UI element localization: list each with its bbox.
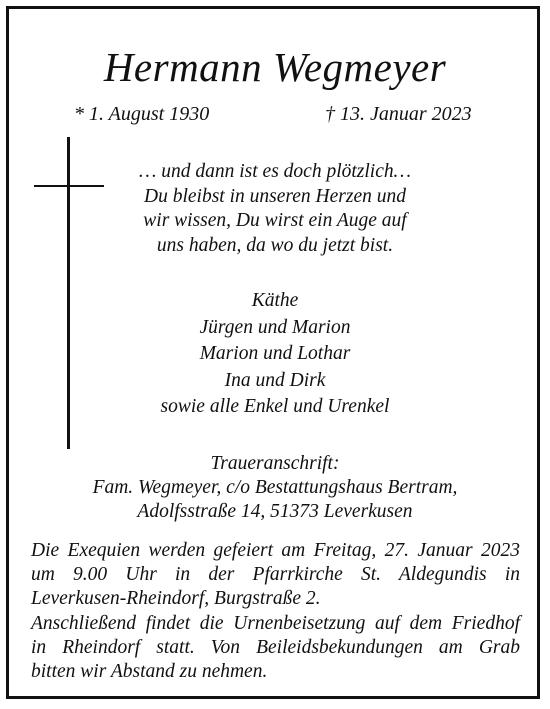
address-line: Adolfsstraße 14, 51373 Leverkusen bbox=[137, 501, 413, 522]
family-member: Jürgen und Marion bbox=[199, 316, 351, 338]
service-line: bitten wir Abstand zu nehmen. bbox=[31, 661, 268, 683]
service-line: in Rheindorf statt. Von Beileidsbekundungen am Grab bbox=[31, 636, 520, 658]
death-date: † 13. Januar 2023 bbox=[325, 103, 472, 125]
mourning-address bbox=[0, 452, 550, 524]
deceased-name: Hermann Wegmeyer bbox=[103, 44, 447, 90]
poem-line: uns haben, da wo du jetzt bist. bbox=[156, 234, 394, 256]
family-member: Ina und Dirk bbox=[224, 369, 326, 391]
address-label: Traueranschrift: bbox=[210, 453, 340, 474]
service-line: Leverkusen-Rheindorf, Burgstraße 2. bbox=[31, 588, 321, 610]
address-line: Fam. Wegmeyer, c/o Bestattungshaus Bertram, bbox=[92, 477, 458, 498]
poem-line: wir wissen, Du wirst ein Auge auf bbox=[143, 210, 407, 231]
poem-line: … und dann ist es doch plötzlich… bbox=[139, 161, 411, 182]
service-line: um 9.00 Uhr in der Pfarrkirche St. Aldegundis in bbox=[31, 564, 520, 586]
service-line: Die Exequien werden gefeiert am Freitag, 27. Januar 2023 bbox=[31, 540, 520, 561]
poem-line: Du bleibst in unseren Herzen und bbox=[144, 185, 406, 207]
service-line: Anschließend findet die Urnenbeisetzung auf dem Friedhof bbox=[31, 612, 520, 634]
service-info bbox=[31, 539, 520, 684]
family-member: Käthe bbox=[251, 290, 299, 311]
birth-date: * 1. August 1930 bbox=[74, 103, 210, 125]
poem bbox=[70, 160, 480, 258]
family-list bbox=[70, 288, 480, 421]
family-member: sowie alle Enkel und Urenkel bbox=[160, 396, 390, 417]
family-member: Marion und Lothar bbox=[199, 343, 351, 364]
